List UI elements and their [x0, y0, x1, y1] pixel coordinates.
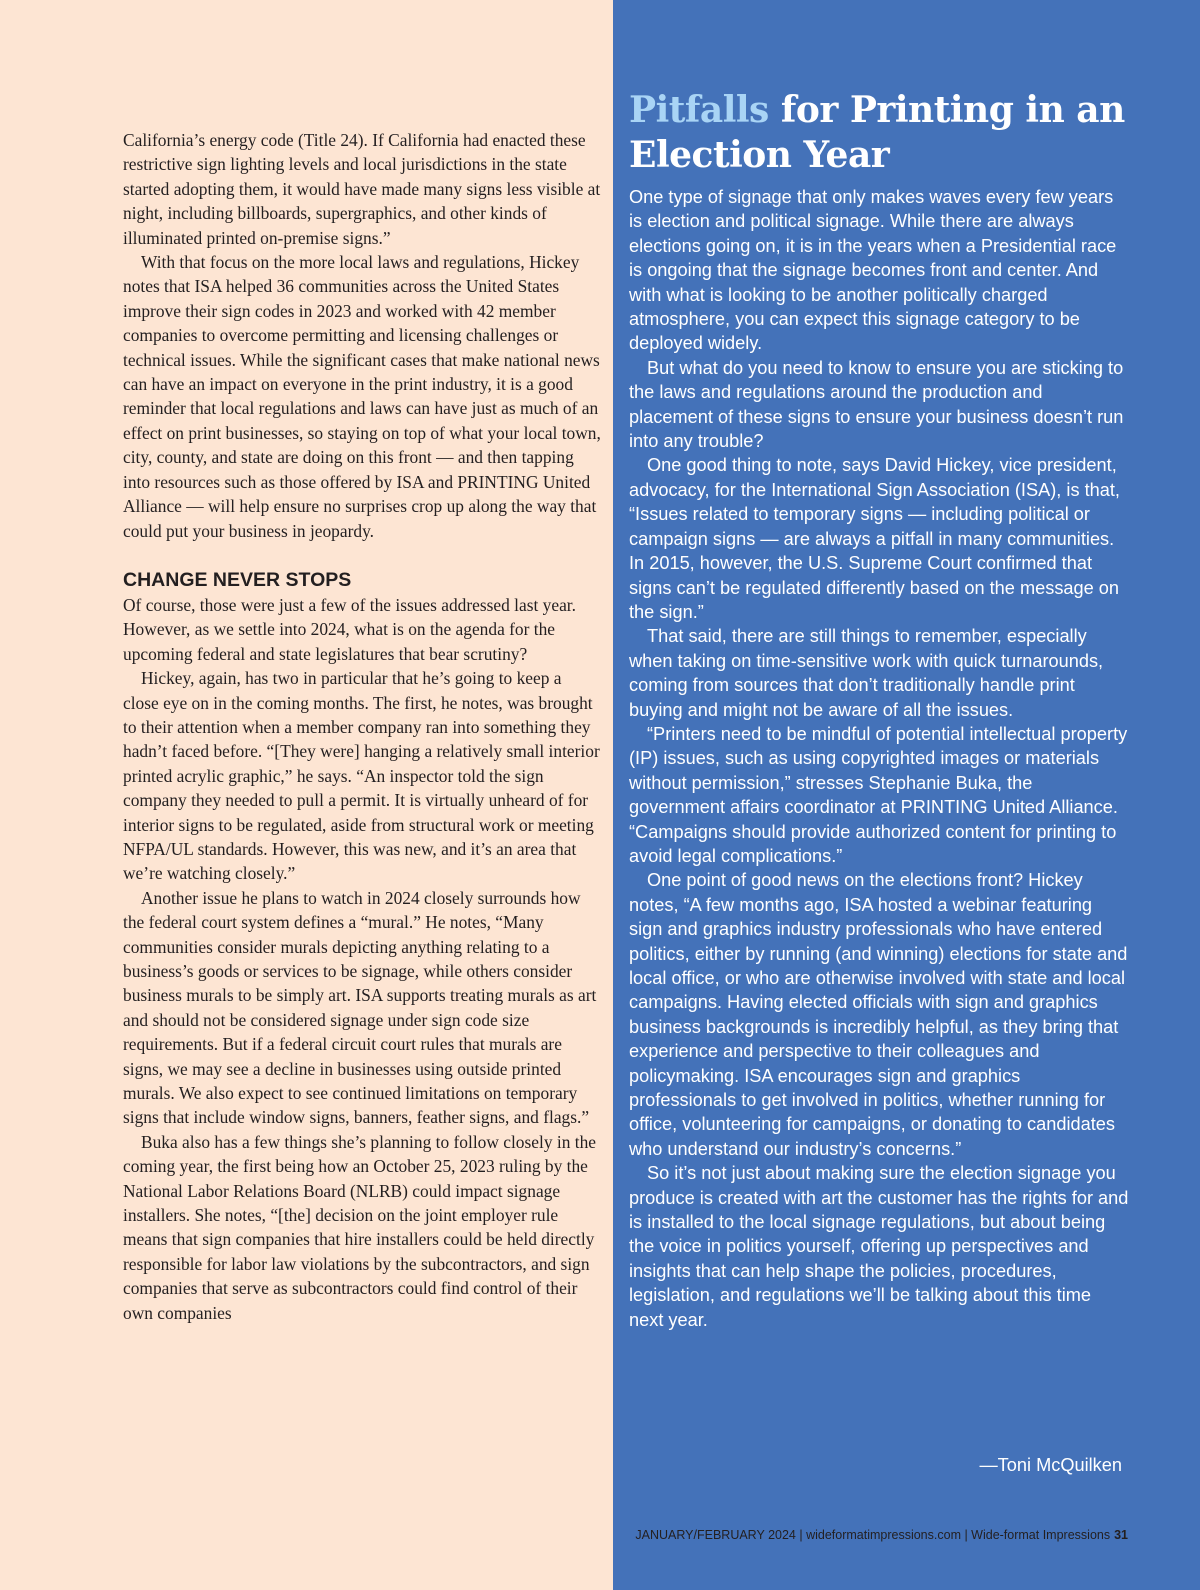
sidebar-title-accent: Pitfalls — [629, 89, 769, 131]
article-paragraph: Buka also has a few things she’s planning to follow closely in the coming year, the first being how an October 25, 2023 ruling by the National Labor Relations Board (NLRB) could impact signage installers. She notes, “[the] decision on the joint employer rule means that sign companies that hire installers could be held directly responsible for labor law violations by the subcontractors, and sign companies that serve as subcontractors could find control of their own companies — [123, 1131, 596, 1323]
footer-text: JANUARY/FEBRUARY 2024 | wideformatimpressions.com | Wide-format Impressions — [635, 1528, 1111, 1542]
sidebar-paragraph: One type of signage that only makes waves every few years is election and political signage. While there are always elections going on, it is in the years when a Presidential race is ongoing that the signage becomes front and center. And with what is looking to be another politically charged atmosphere, you can expect this signage category to be deployed widely. — [629, 187, 1117, 354]
sidebar-paragraph: But what do you need to know to ensure you are sticking to the laws and regulations around the production and placement of these signs to ensure your business doesn’t run into any trouble? — [629, 357, 1124, 452]
article-paragraph: California’s energy code (Title 24). If California had enacted these restrictive sign lighting levels and local jurisdictions in the state started adopting them, it would have made many signs less visible at night, including billboards, supergraphics, and other kinds of illuminated printed on-premise signs.” — [123, 130, 601, 248]
sidebar-paragraph: So it’s not just about making sure the election signage you produce is created with art the customer has the rights for and is installed to the local signage regulations, but about being the voice in politics yourself, offering up perspectives and insights that can help shape the policies, procedures, legislation, and regulations we’ll be talking about this time next year. — [629, 1163, 1129, 1330]
sidebar-title-rest: for Printing in an Election Year — [629, 89, 1125, 176]
sidebar-title — [629, 88, 1169, 178]
article-paragraph: Hickey, again, has two in particular that he’s going to keep a close eye on in the coming months. The first, he notes, was brought to their attention when a member company ran into something they hadn’t faced before. “[They were] hanging a relatively small interior printed acrylic graphic,” he says. “An inspector told the sign company they needed to pull a permit. It is virtually unheard of for interior signs to be regulated, aside from structural work or meeting NFPA/UL standards. However, this was new, and it’s an area that we’re watching closely.” — [123, 668, 600, 884]
section-heading: CHANGE NEVER STOPS — [123, 568, 352, 591]
sidebar-paragraph: That said, there are still things to remember, especially when taking on time-sensitive work with quick turnarounds, coming from sources that don’t traditionally handle print buying and might not be aware of all the issues. — [629, 626, 1104, 720]
sidebar-paragraph: “Printers need to be mindful of potential intellectual property (IP) issues, such as using copyrighted images or materials without permission,” stresses Stephanie Buka, the government affairs coordinator at PRINTING United Alliance. “Campaigns should provide authorized content for printing to avoid legal complications.” — [629, 723, 1128, 866]
article-paragraph: With that focus on the more local laws and regulations, Hickey notes that ISA helped 36 communities across the United States improve their sign codes in 2023 and worked with 42 member companies to overcome permitting and licensing challenges or technical issues. While the significant cases that make national news can have an impact on everyone in the print industry, it is a good reminder that local regulations and laws can have just as much of an effect on print businesses, so staying on top of what your local town, city, county, and state are doing on this front — and then tapping into resources such as those offered by ISA and PRINTING United Alliance — will help ensure no surprises crop up along the way that could put your business in jeopardy. — [123, 252, 601, 541]
article-paragraph: Of course, those were just a few of the issues addressed last year. However, as we settle into 2024, what is on the agenda for the upcoming federal and state legislatures that bear scrutiny? — [123, 594, 576, 664]
sidebar-paragraph: One point of good news on the elections front? Hickey notes, “A few months ago, ISA hosted a webinar featuring sign and graphics industry professionals who have entered politics, either by running (and winning) elections for state and local office, or who are otherwise involved with state and local campaigns. Having elected officials with sign and graphics business backgrounds is incredibly helpful, as they bring that experience and perspective to their colleagues and policymaking. ISA encourages sign and graphics professionals to get involved in politics, whether running for office, volunteering for campaigns, or donating to candidates who understand our industry’s concerns.” — [629, 870, 1128, 1159]
sidebar-paragraph: One good thing to note, says David Hickey, vice president, advocacy, for the International Sign Association (ISA), is that, “Issues related to temporary signs — including political or campaign signs — are always a pitfall in many communities. In 2015, however, the U.S. Supreme Court confirmed that signs can’t be regulated differently based on the message on the sign.” — [629, 455, 1120, 622]
sidebar-body — [629, 185, 1129, 1332]
article-paragraph: Another issue he plans to watch in 2024 closely surrounds how the federal court system defines a “mural.” He notes, “Many communities consider murals depicting anything relating to a business’s goods or services to be signage, while others consider business murals to be simply art. ISA supports treating murals as art and should not be considered signage under sign code size requirements. But if a federal circuit court rules that murals are signs, we may see a decline in businesses using outside printed murals. We also expect to see continued limitations on temporary signs that include window signs, banners, feather signs, and flags.” — [123, 887, 597, 1128]
sidebar-byline: —Toni McQuilken — [979, 1455, 1122, 1475]
page-number: 31 — [1114, 1528, 1128, 1542]
page-footer — [400, 1527, 1128, 1543]
article-body — [123, 128, 601, 1325]
